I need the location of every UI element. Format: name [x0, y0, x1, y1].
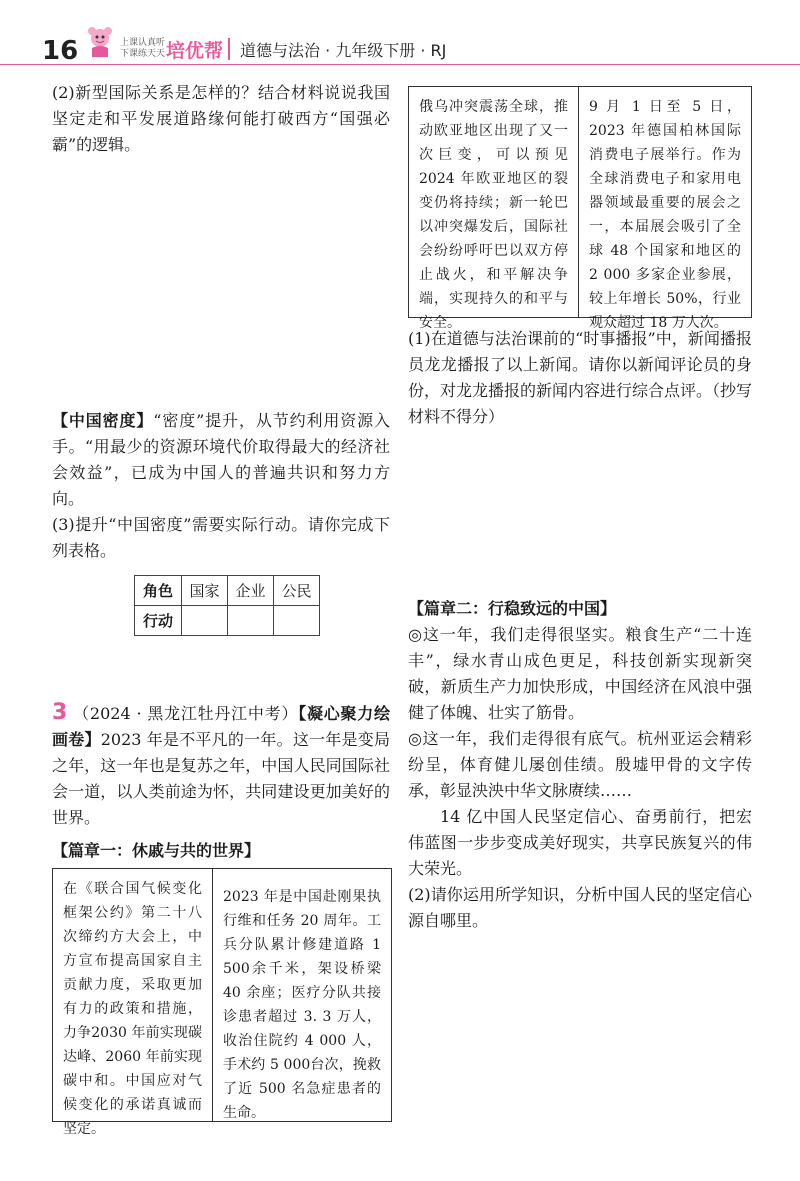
table-label-action: 行动 — [135, 606, 182, 636]
book-title: 道德与法治 · 九年级下册 · RJ — [240, 41, 447, 60]
table-header-citizen: 公民 — [274, 576, 320, 606]
question-1-prompt: (1)在道德与法治课前的“时事播报”中，新闻播报员龙龙播报了以上新闻。请你以新闻评论员的身份，对龙龙播报的新闻内容进行综合点评。（抄写材料不得分） — [408, 329, 753, 426]
question-2-analysis-prompt: (2)请你运用所学知识，分析中国人民的坚定信心源自哪里。 — [408, 885, 752, 930]
question-3-source: （2024 · 黑龙江牡丹江中考） — [73, 704, 299, 723]
chapter-1-title: 【篇章一：休戚与共的世界】 — [52, 841, 261, 860]
density-action-table — [134, 575, 320, 636]
material-box-left — [52, 868, 392, 1137]
material-box-right — [408, 86, 752, 331]
table-cell-enterprise-action[interactable] — [228, 606, 274, 636]
table-header-enterprise: 企业 — [228, 576, 274, 606]
china-density-tag: 【中国密度】 — [52, 411, 154, 430]
chapter-2-paragraph-1: ◎这一年，我们走得很坚实。粮食生产“二十连丰”，绿水青山成色更足，科技创新实现新突破，新质生产力加快形成，中国经济在风浪中强健了体魄、壮实了筋骨。 — [408, 625, 752, 722]
china-density-paragraph — [52, 408, 390, 512]
material-electronics-fair: 9 月 1 日至 5 日，2023 年德国柏林国际消费电子展举行。作为全球消费电子和家用电器领域最重要的展会之一，本届展会吸引了全球 48 个国家和地区的 2 000 多家企业参展，较上年增长 50%，行业观众超过 18 万人次。 — [589, 99, 741, 331]
material-peacekeeping: 2023 年是中国赴刚果执行维和任务 20 周年。工兵分队累计修建道路 1 500余千米，架设桥梁 40 余座；医疗分队共接诊患者超过 3. 3 万人，收治住院约 4 000 人，手术约 5 000台次，挽救了近 500 名急症患者的生命。 — [223, 889, 381, 1121]
chapter-2-title: 【篇章二：行稳致远的中国】 — [408, 599, 617, 618]
question-3-intro — [52, 700, 390, 831]
chapter-2-paragraph-2: ◎这一年，我们走得很有底气。杭州亚运会精彩纷呈，体育健儿屡创佳绩。殷墟甲骨的文字传承，彰显泱泱中华文脉赓续…… — [408, 729, 752, 800]
china-density-text: “密度”提升，从节约利用资源入手。“用最少的资源环境代价取得最大的经济社会效益”，已成为中国人的普遍共识和努力方向。 — [52, 411, 390, 508]
brand-slogan: 上课认真听 下课练天天 — [120, 38, 166, 59]
table-header-country: 国家 — [182, 576, 228, 606]
page-number: 16 — [42, 36, 79, 66]
header-rule — [0, 64, 800, 65]
table-header-role: 角色 — [135, 576, 182, 606]
question-2-prompt: (2)新型国际关系是怎样的？结合材料说说我国坚定走和平发展道路缘何能打破西方“国强必霸”的逻辑。 — [52, 83, 390, 154]
table-cell-country-action[interactable] — [182, 606, 228, 636]
question-3-tag: 【凝心聚力绘画卷】 — [52, 704, 390, 749]
brand-name: 培优帮 — [166, 40, 224, 62]
question-3-number: 3 — [52, 700, 68, 725]
header-divider — [228, 38, 230, 60]
chapter-2-paragraph-3: 14 亿中国人民坚定信心、奋勇前行，把宏伟蓝图一步步变成美好现实，共享民族复兴的伟大荣光。 — [408, 807, 752, 878]
question-3-sub-prompt: (3)提升“中国密度”需要实际行动。请你完成下列表格。 — [52, 515, 390, 560]
mascot-logo-icon — [82, 24, 118, 60]
question-3-intro-text: 2023 年是不平凡的一年。这一年是变局之年，这一年也是复苏之年，中国人民同国际社会一道，以人类前途为怀，共同建设更加美好的世界。 — [52, 730, 390, 827]
material-conflicts: 俄乌冲突震荡全球，推动欧亚地区出现了又一次巨变，可以预见 2024 年欧亚地区的裂变仍将持续；新一轮巴以冲突爆发后，国际社会纷纷呼吁巴以双方停止战火，和平解决争端，实现持久的和平与安全。 — [409, 87, 579, 317]
material-climate: 在《联合国气候变化框架公约》第二十八次缔约方大会上，中方宣布提高国家自主贡献力度，采取更加有力的政策和措施，力争2030 年前实现碳达峰、2060 年前实现碳中和。中国应对气候变化的承诺真诚而坚定。 — [53, 869, 213, 1121]
table-cell-citizen-action[interactable] — [274, 606, 320, 636]
